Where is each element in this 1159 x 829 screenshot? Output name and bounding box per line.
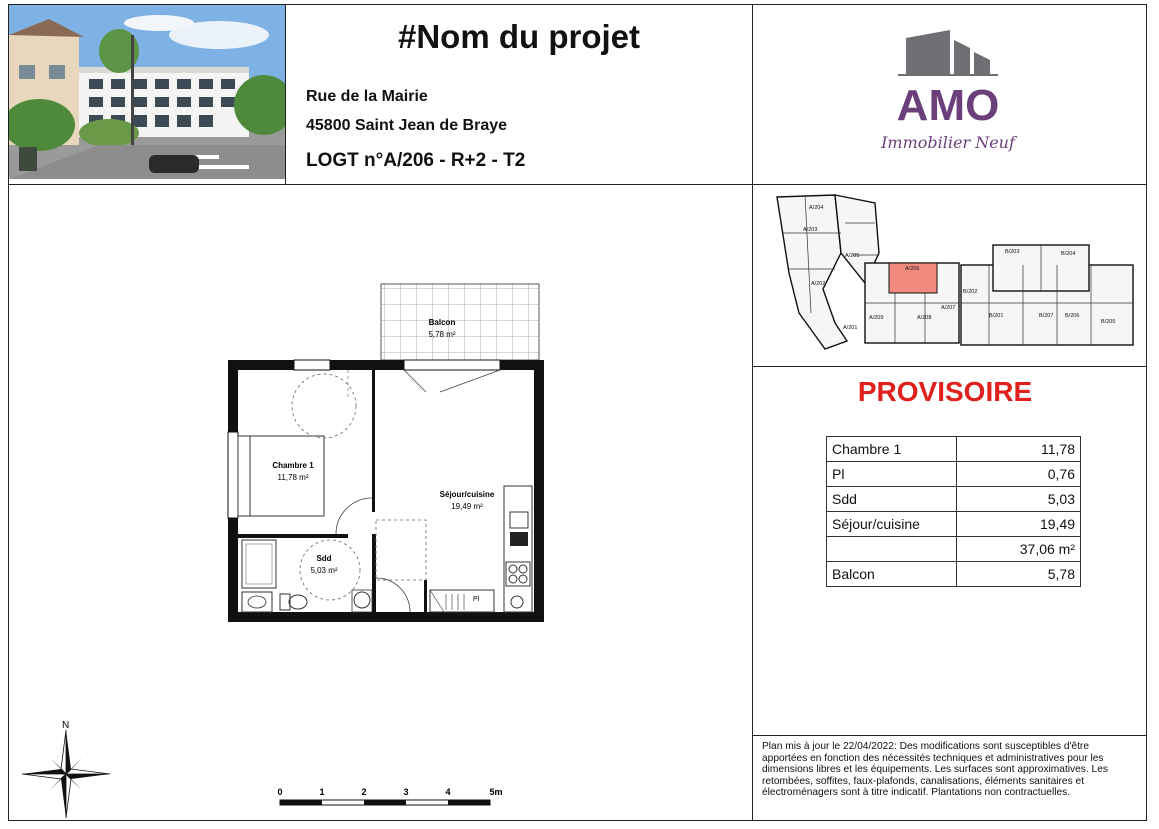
surface-table [826, 436, 1081, 587]
room-surface: 11,78 [957, 437, 1081, 462]
unit-label: B/205 [1101, 319, 1116, 325]
shower [242, 540, 276, 588]
compass-rose-icon [20, 718, 112, 818]
living-area: 19,49 m² [451, 502, 483, 511]
room-surface: 5,78 [957, 562, 1081, 587]
unit-label: B/201 [989, 313, 1004, 319]
table-row [827, 512, 1081, 537]
room-name: Balcon [827, 562, 957, 587]
north-label: N [62, 720, 70, 731]
room-name: Sdd [827, 487, 957, 512]
storage-cupboard [430, 590, 494, 612]
address-city: 45800 Saint Jean de Braye [306, 117, 508, 134]
address-street: Rue de la Mairie [306, 88, 428, 105]
site-plan [775, 193, 1149, 353]
unit-label: A/202 [811, 281, 826, 287]
bedroom-label: Chambre 1 [272, 461, 314, 470]
table-row [827, 462, 1081, 487]
room-surface: 0,76 [957, 462, 1081, 487]
logo-name: AMO [896, 81, 1000, 130]
room-name [827, 537, 957, 562]
balcony-area-label: 5,78 m² [428, 330, 456, 339]
room-name: Séjour/cuisine [827, 512, 957, 537]
storage-label: Pl [473, 596, 480, 603]
room-name: Chambre 1 [827, 437, 957, 462]
logo-tagline: Immobilier Neuf [881, 133, 1015, 152]
unit-label: A/206 [905, 266, 920, 272]
table-row [827, 562, 1081, 587]
note-divider [752, 735, 1147, 736]
amo-logo [858, 30, 1048, 160]
column-divider [752, 4, 753, 821]
scale-tick-label: 1 [319, 787, 325, 797]
unit-label: A/208 [917, 315, 932, 321]
status-label: PROVISOIRE [857, 376, 1033, 407]
kitchen-counter [504, 486, 532, 612]
toilet-bowl [289, 595, 307, 609]
unit-label: A/207 [941, 305, 956, 311]
washbasin [242, 592, 272, 612]
living-label: Séjour/cuisine [439, 490, 495, 499]
table-row-total [827, 537, 1081, 562]
room-surface: 19,49 [957, 512, 1081, 537]
scale-bar [270, 784, 510, 812]
unit-label: A/205 [845, 253, 860, 259]
disclaimer-note: Plan mis à jour le 22/04/2022: Des modifications sont susceptibles d'être apportées en fonction des nécessités techniques et administratives pour les dimensions libres et les équipements. Les surfaces sont approximatives. Les retombées, soffites, faux-plafonds, canalisations, éléments sanitaires et électroménagers sont à titre indicatif. Plantations non contractuelles. [762, 741, 1108, 798]
unit-label: B/202 [963, 289, 978, 295]
room-name: Pl [827, 462, 957, 487]
scale-tick-label: 5m [489, 787, 503, 797]
unit-label: A/201 [843, 325, 858, 331]
room-surface: 5,03 [957, 487, 1081, 512]
bathroom-label: Sdd [316, 554, 332, 563]
unit-label: A/204 [809, 205, 824, 211]
scale-tick-label: 3 [403, 787, 409, 797]
unit-label: B/203 [1005, 249, 1020, 255]
unit-label: A/203 [803, 227, 818, 233]
washing-machine [354, 592, 370, 608]
unit-reference: LOGT n°A/206 - R+2 - T2 [306, 150, 526, 171]
project-title: #Nom du projet [397, 18, 640, 55]
bedroom-area: 11,78 m² [277, 473, 309, 482]
scale-tick-label: 2 [361, 787, 367, 797]
kitchen-sink [510, 512, 528, 528]
balcony-area [381, 284, 539, 360]
balcony-label: Balcon [428, 318, 456, 327]
unit-label: B/206 [1065, 313, 1080, 319]
table-row [827, 437, 1081, 462]
total-surface: 37,06 m² [957, 537, 1081, 562]
table-row [827, 487, 1081, 512]
cooktop [506, 562, 530, 586]
scale-tick-label: 0 [277, 787, 283, 797]
bathroom-area: 5,03 m² [310, 566, 338, 575]
unit-label: B/204 [1061, 251, 1076, 257]
siteplan-divider [752, 366, 1147, 367]
scale-tick-label: 4 [445, 787, 451, 797]
unit-label: A/209 [869, 315, 884, 321]
unit-label: B/207 [1039, 313, 1054, 319]
